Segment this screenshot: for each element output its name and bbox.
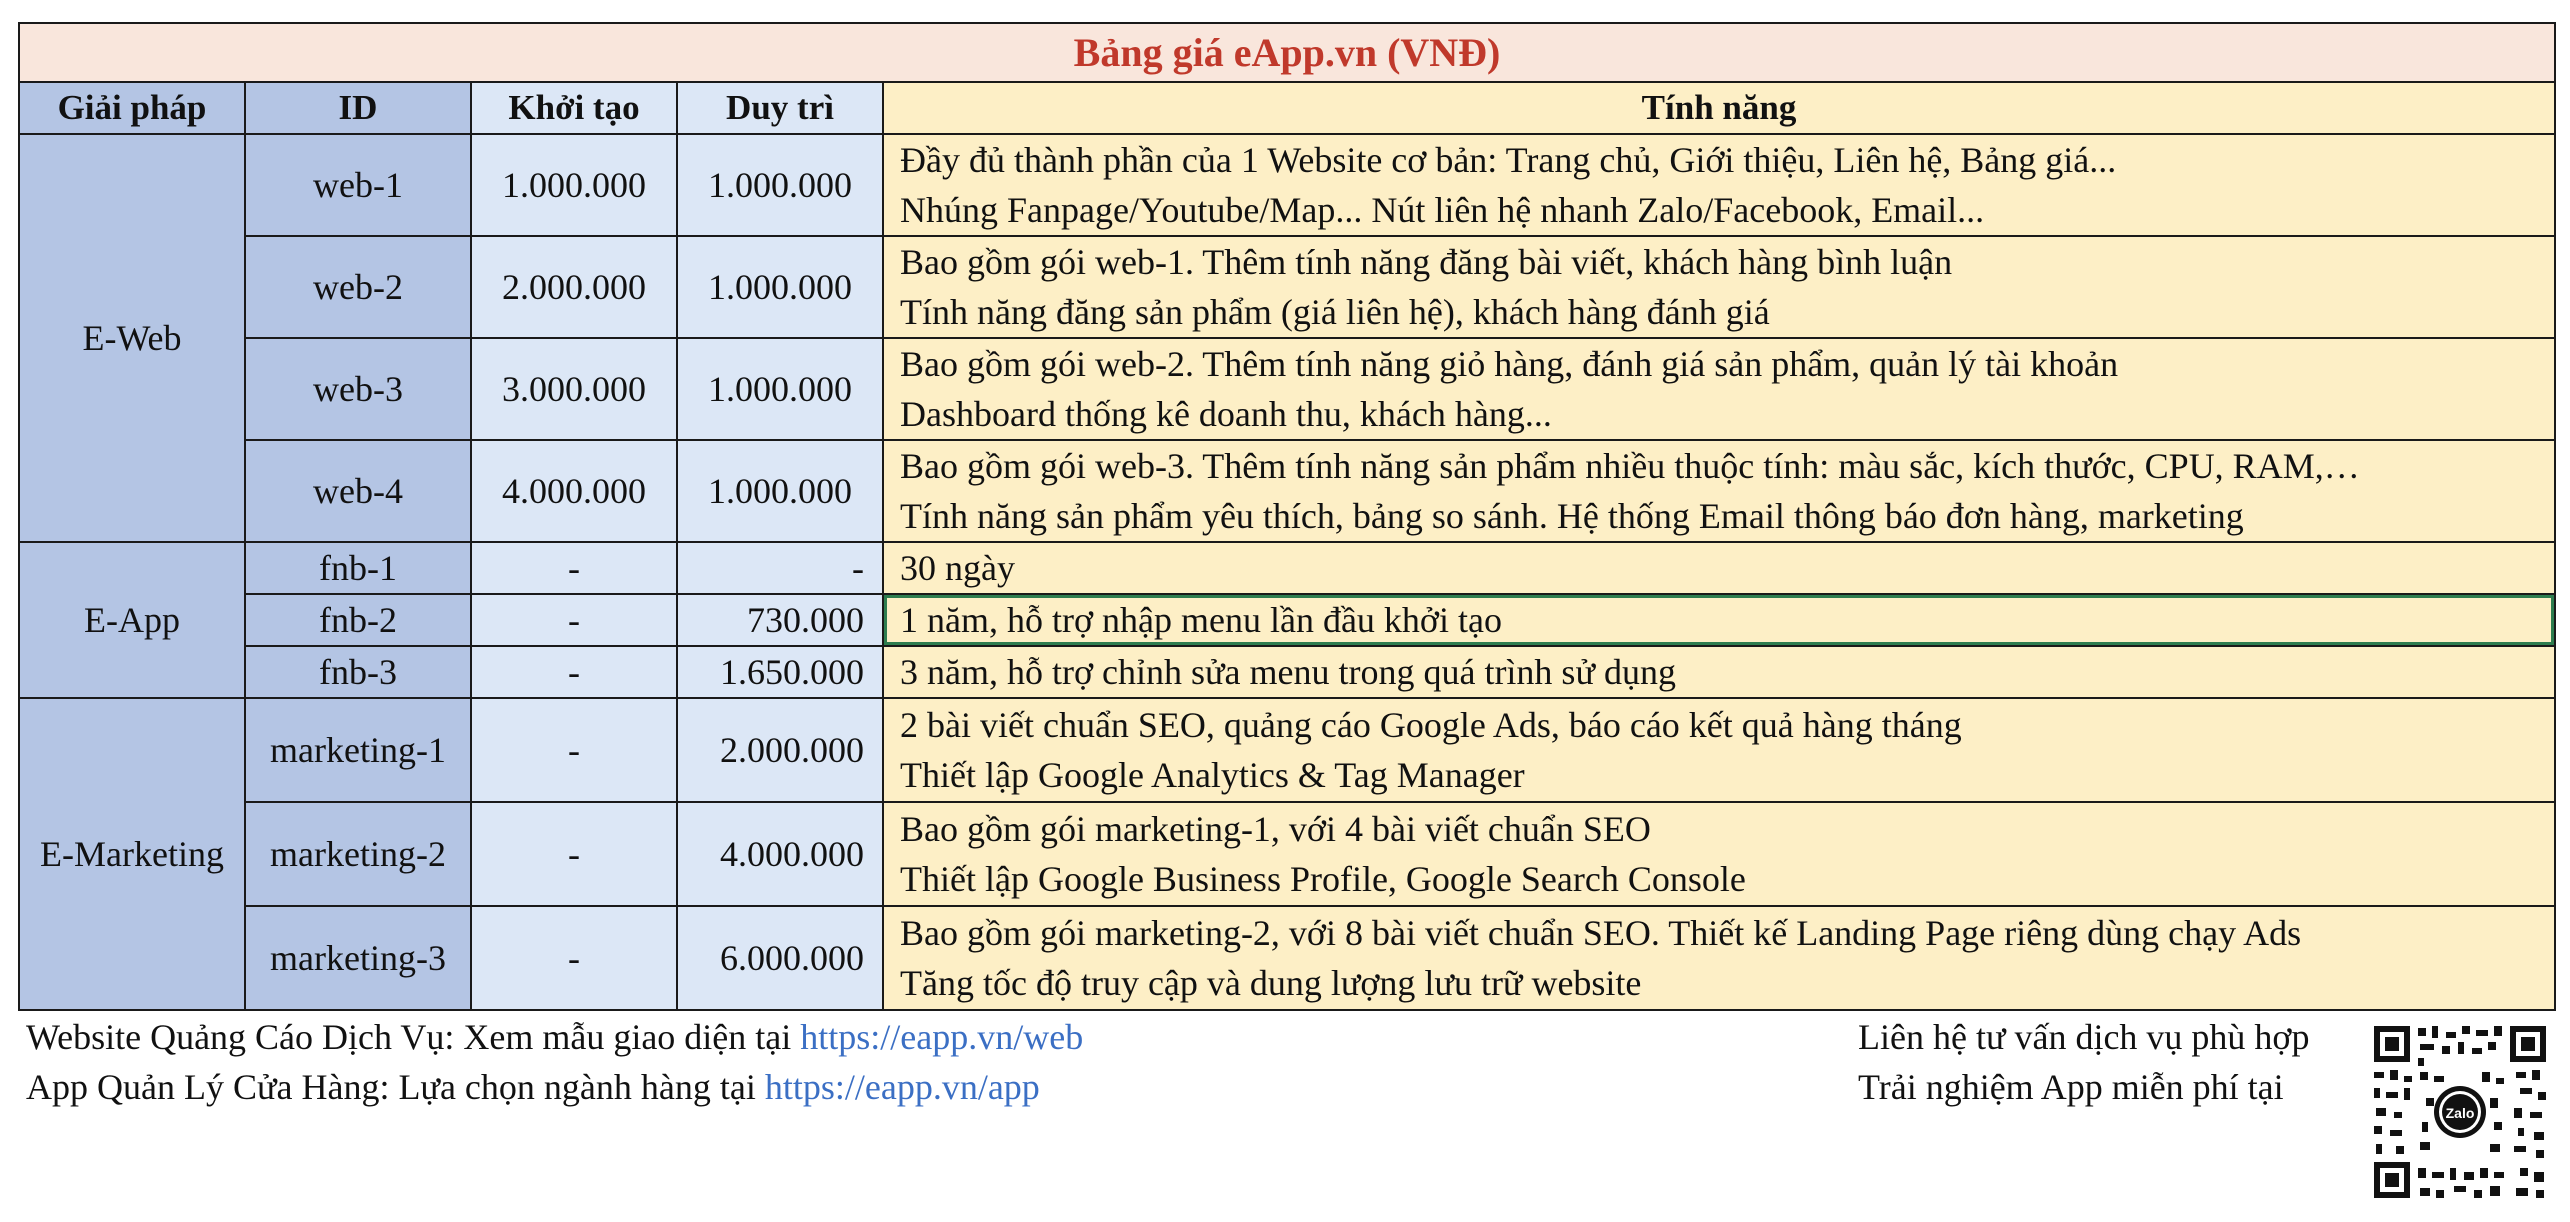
cell-features[interactable] (883, 134, 2555, 236)
header-features[interactable]: Tính năng (883, 82, 2555, 134)
cell-maintain[interactable]: 1.000.000 (677, 338, 883, 440)
group-eweb[interactable]: E-Web (19, 134, 245, 542)
zalo-qr-code[interactable] (2370, 1022, 2550, 1202)
table-row (19, 338, 2555, 440)
feature-line: Tăng tốc độ truy cập và dung lượng lưu trữ website (900, 963, 1642, 1003)
cell-features[interactable] (883, 802, 2555, 906)
group-emarketing[interactable]: E-Marketing (19, 698, 245, 1010)
cell-id[interactable]: fnb-1 (245, 542, 471, 594)
table-row (19, 542, 2555, 594)
cell-features-selected[interactable] (883, 594, 2555, 646)
cell-setup[interactable]: - (471, 698, 677, 802)
cell-id[interactable]: marketing-2 (245, 802, 471, 906)
footer-app-text: App Quản Lý Cửa Hàng: Lựa chọn ngành hàng tại (26, 1067, 765, 1107)
cell-setup[interactable]: 3.000.000 (471, 338, 677, 440)
feature-line: Bao gồm gói marketing-2, với 8 bài viết chuẩn SEO. Thiết kế Landing Page riêng dùng chạy Ads (900, 913, 2302, 953)
cell-id[interactable]: web-2 (245, 236, 471, 338)
cell-setup[interactable]: - (471, 906, 677, 1010)
cell-maintain[interactable]: 1.000.000 (677, 236, 883, 338)
group-eapp[interactable]: E-App (19, 542, 245, 698)
cell-id[interactable]: fnb-2 (245, 594, 471, 646)
feature-line: Thiết lập Google Analytics & Tag Manager (900, 755, 1525, 795)
header-solution[interactable]: Giải pháp (19, 82, 245, 134)
feature-line: Nhúng Fanpage/Youtube/Map... Nút liên hệ nhanh Zalo/Facebook, Email... (900, 190, 1985, 230)
cell-maintain[interactable]: 4.000.000 (677, 802, 883, 906)
feature-line: Bao gồm gói web-1. Thêm tính năng đăng bài viết, khách hàng bình luận (900, 242, 1953, 282)
feature-line: Dashboard thống kê doanh thu, khách hàng... (900, 394, 1552, 434)
feature-line: Bao gồm gói web-2. Thêm tính năng giỏ hàng, đánh giá sản phẩm, quản lý tài khoản (900, 344, 2119, 384)
feature-line: Tính năng sản phẩm yêu thích, bảng so sánh. Hệ thống Email thông báo đơn hàng, marketing (900, 496, 2244, 536)
cell-features[interactable] (883, 542, 2555, 594)
header-maintain[interactable]: Duy trì (677, 82, 883, 134)
feature-line: 2 bài viết chuẩn SEO, quảng cáo Google Ads, báo cáo kết quả hàng tháng (900, 705, 1962, 745)
table-row (19, 594, 2555, 646)
table-row (19, 802, 2555, 906)
feature-line: Thiết lập Google Business Profile, Google Search Console (900, 859, 1746, 899)
qr-zalo-label: Zalo (2445, 1105, 2475, 1121)
table-row (19, 440, 2555, 542)
cell-setup[interactable]: 1.000.000 (471, 134, 677, 236)
cell-id[interactable]: marketing-3 (245, 906, 471, 1010)
cell-features[interactable] (883, 906, 2555, 1010)
cell-id[interactable]: web-1 (245, 134, 471, 236)
feature-line: Tính năng đăng sản phẩm (giá liên hệ), khách hàng đánh giá (900, 292, 1770, 332)
table-row (19, 646, 2555, 698)
cell-features[interactable] (883, 440, 2555, 542)
cell-setup[interactable]: - (471, 802, 677, 906)
cell-setup[interactable]: - (471, 594, 677, 646)
cell-maintain[interactable]: 1.000.000 (677, 134, 883, 236)
price-table (18, 22, 2556, 1011)
footer-web-text: Website Quảng Cáo Dịch Vụ: Xem mẫu giao diện tại (26, 1017, 801, 1057)
cell-id[interactable]: marketing-1 (245, 698, 471, 802)
cell-setup[interactable]: - (471, 542, 677, 594)
table-row (19, 906, 2555, 1010)
price-sheet (18, 22, 2554, 1011)
cell-id[interactable]: fnb-3 (245, 646, 471, 698)
cell-setup[interactable]: 2.000.000 (471, 236, 677, 338)
app-link[interactable]: https://eapp.vn/app (764, 1067, 1040, 1107)
cell-features[interactable] (883, 338, 2555, 440)
footer-line-app (26, 1062, 1083, 1112)
feature-line: 3 năm, hỗ trợ chỉnh sửa menu trong quá trình sử dụng (900, 652, 1676, 692)
cell-maintain[interactable]: 2.000.000 (677, 698, 883, 802)
trial-line: Trải nghiệm App miễn phí tại (1858, 1067, 2284, 1107)
header-id[interactable]: ID (245, 82, 471, 134)
cell-features[interactable] (883, 236, 2555, 338)
header-setup[interactable]: Khởi tạo (471, 82, 677, 134)
table-row (19, 698, 2555, 802)
feature-line: Bao gồm gói marketing-1, với 4 bài viết chuẩn SEO (900, 809, 1651, 849)
table-title[interactable]: Bảng giá eApp.vn (VNĐ) (19, 23, 2555, 82)
feature-line: 30 ngày (900, 548, 1015, 588)
cell-id[interactable]: web-4 (245, 440, 471, 542)
contact-line: Liên hệ tư vấn dịch vụ phù hợp (1858, 1017, 2310, 1057)
footer-line-web (26, 1012, 1083, 1062)
cell-maintain[interactable]: - (677, 542, 883, 594)
cell-setup[interactable]: 4.000.000 (471, 440, 677, 542)
footer-contact (1858, 1012, 2309, 1112)
feature-line: 1 năm, hỗ trợ nhập menu lần đầu khởi tạo (900, 600, 1502, 640)
table-row (19, 236, 2555, 338)
feature-line: Bao gồm gói web-3. Thêm tính năng sản phẩm nhiều thuộc tính: màu sắc, kích thước, CPU, RAM,… (900, 446, 2360, 486)
cell-maintain[interactable]: 1.650.000 (677, 646, 883, 698)
cell-features[interactable] (883, 698, 2555, 802)
cell-maintain[interactable]: 6.000.000 (677, 906, 883, 1010)
cell-maintain[interactable]: 1.000.000 (677, 440, 883, 542)
table-row (19, 134, 2555, 236)
cell-features[interactable] (883, 646, 2555, 698)
web-link[interactable]: https://eapp.vn/web (800, 1017, 1084, 1057)
footer-links (26, 1012, 1083, 1112)
cell-setup[interactable]: - (471, 646, 677, 698)
feature-line: Đầy đủ thành phần của 1 Website cơ bản: Trang chủ, Giới thiệu, Liên hệ, Bảng giá... (900, 140, 2117, 180)
cell-maintain[interactable]: 730.000 (677, 594, 883, 646)
header-row (19, 82, 2555, 134)
cell-id[interactable]: web-3 (245, 338, 471, 440)
